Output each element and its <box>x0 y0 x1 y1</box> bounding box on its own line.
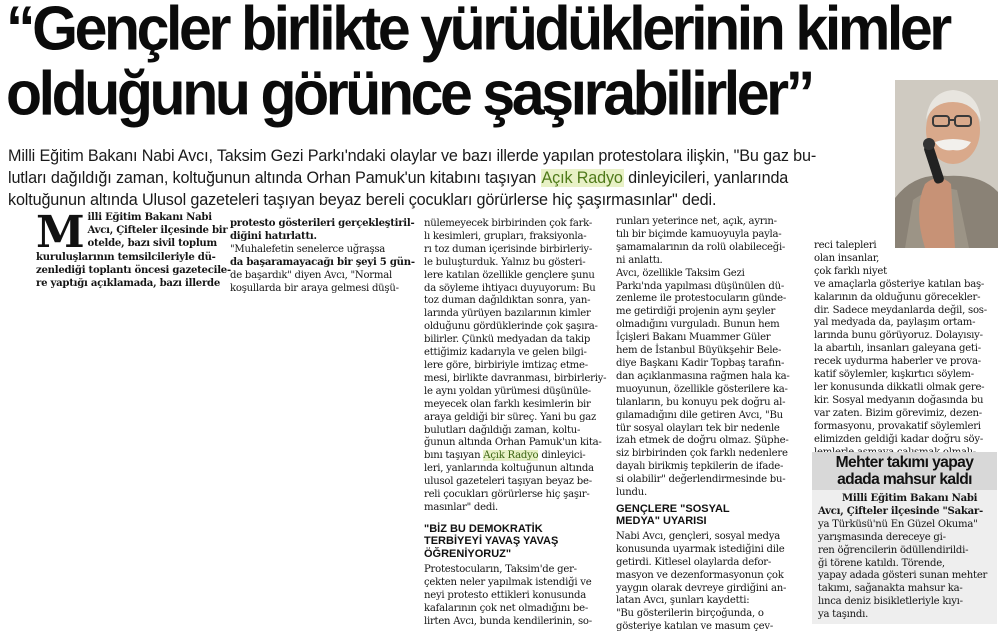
subheading-line: GENÇLERE "SOSYAL <box>616 502 730 515</box>
text-line: lı kesimleri, grupları, fraksiyonla- <box>424 230 587 242</box>
text-line: tılanların, bu konuyu pek doğru al- <box>616 396 786 408</box>
text-line: da başaramayacağı bir şeyi 5 gün- <box>230 256 415 268</box>
text-line: re yaptığı açıklamada, bazı illerde <box>36 277 221 289</box>
subheading-demokratik <box>424 523 608 561</box>
lead-text: Milli Eğitim Bakanı Nabi Avcı, Taksim Gezi Parkı'ndaki olaylar ve bazı illerde yapılan protestolara ilişkin, "Bu gaz bu- <box>8 147 817 165</box>
text-line: ler konusunda dikkatli olmak gere- <box>814 381 985 393</box>
article-column-2 <box>230 218 420 295</box>
text-line: dayalı birikmiş tepkilerin de ifade- <box>616 461 784 473</box>
lead-text: koltuğunun altında Ulusol gazeteleri taşıyan beyaz bereli çocukları görürlerse hiç şaşırmasınlar" dedi. <box>8 191 717 209</box>
text-line: larında bunu görüyoruz. Dolayısıy- <box>814 330 983 342</box>
article-column-4 <box>616 216 806 634</box>
text-line: elimizden geldiği kadar doğru söy- <box>814 433 983 445</box>
text-line: yal medyada da, paylaşım ortam- <box>814 317 976 329</box>
headline-line-2: olduğunu görünce şaşırabilirler” <box>6 58 812 129</box>
text-line: var zaten. Bizim görevimiz, dezen- <box>814 407 982 419</box>
text-line: rı toz duman içerisinde birbirleriy- <box>424 243 593 255</box>
subheading-sosyal-medya <box>616 503 806 528</box>
text-line: lere katılan özellikle gençlere şunu <box>424 269 595 281</box>
lead-line-1 <box>8 145 892 167</box>
lead-paragraph <box>8 145 892 211</box>
text-line: ği törene katıldı. Törende, <box>818 557 945 569</box>
text-line: olduğunu gördüklerinde çok şaşıra- <box>424 321 598 333</box>
portrait-illustration <box>895 80 998 248</box>
subheading-line: TERBİYEYİ YAVAŞ YAVAŞ <box>424 535 559 548</box>
lead-text: lutları dağıldığı zaman, koltuğunun altında Orhan Pamuk'un kitabını taşıyan <box>8 169 541 187</box>
article-column-3 <box>424 218 608 629</box>
text-line: le aynı yoldan yürümesi düşünüle- <box>424 385 591 397</box>
text-line: la abartılı, insanları galeyana geti- <box>814 343 981 355</box>
text-line: katif söylemler, kışkırtıcı söylem- <box>814 369 974 381</box>
text-line: Avcı, özellikle Taksim Gezi <box>616 267 745 279</box>
text-line: le buluşturduk. Yalnız bu gösteri- <box>424 256 586 268</box>
text-line-with-highlight <box>424 450 608 463</box>
text-line: protesto gösterileri gerçekleştiril- <box>230 218 415 229</box>
text-line: diye Başkanı Kadir Topbaş tarafın- <box>616 357 785 369</box>
text-line: yaygın olarak devreye girdiğini an- <box>616 582 787 594</box>
acik-radyo-highlight: Açık Radyo <box>541 169 623 187</box>
text-line: siz birbirinden çok farklı nedenlere <box>616 448 788 460</box>
text-line: tılı bir biçimde kamuoyuyla payla- <box>616 228 782 240</box>
text-line: Protestocuların, Taksim'de ger- <box>424 564 577 576</box>
article-column-5 <box>814 240 998 472</box>
intro-block <box>36 207 231 291</box>
text-line: diğini hatırlattı. <box>230 230 317 242</box>
text-line: dan açıklanmasına rağmen hala ka- <box>616 370 790 382</box>
text-line: larında yürüyen bazılarının kimler <box>424 308 591 320</box>
text-fragment: bını taşıyan <box>424 450 484 462</box>
text-fragment: dinleyici- <box>538 450 586 462</box>
text-line: kuruluşlarının temsilcileriyle dü- <box>36 252 216 263</box>
text-line: izah etmek de doğru olmaz. Şüphe- <box>616 435 789 447</box>
text-line: masyon ve dezenformasyonun çok <box>616 569 784 581</box>
text-line: ettiğimiz kadarıyla ve gelen bilgi- <box>424 347 587 359</box>
text-line: çok farklı niyet <box>814 265 887 277</box>
text-line: bulutları dağıldığı zaman, koltu- <box>424 424 581 436</box>
text-line: konusunda uyarmak istediğini dile <box>616 543 785 555</box>
text-line: ya taşındı. <box>818 609 869 621</box>
sidebar-title-line: adada mahsur kaldı <box>837 471 972 488</box>
text-line: da söyleme ihtiyacı duyuyorum: Bu <box>424 282 596 294</box>
text-line: otelde, bazı sivil toplum <box>87 237 217 249</box>
text-line: şamamalarının da rolü olabileceği- <box>616 241 786 253</box>
subheading-line: "BİZ BU DEMOKRATİK <box>424 522 543 535</box>
headline-line-1: “Gençler birlikte yürüdüklerinin kimler <box>6 0 949 64</box>
text-line: kir. Sosyal medyanın doğasında bu <box>814 394 984 406</box>
headline <box>6 0 996 129</box>
text-line: Avcı, Çifteler ilçesinde bir <box>87 224 228 236</box>
text-line: recek uydurma haberler ve prova- <box>814 356 981 368</box>
text-line: gılamadığını dile getiren Avcı, "Bu <box>616 409 783 421</box>
text-line: toz duman dağıldıktan sonra, yan- <box>424 295 591 307</box>
text-line: İçişleri Bakanı Muammer Güler <box>616 332 771 344</box>
acik-radyo-highlight: Açık Radyo <box>483 450 539 462</box>
text-line: ya Türküsü'nü En Güzel Okuma" <box>818 518 978 530</box>
text-line: getirdi. Kitlesel olaylarda defor- <box>616 556 772 568</box>
text-line: lere göre, birbiriyle imtizaç etme- <box>424 359 588 371</box>
text-line: mesi, birlikte davranması, birbirleriy- <box>424 372 607 384</box>
text-line: lundu. <box>616 487 647 499</box>
text-line: gösteriye katılan ve masum çev- <box>616 621 773 633</box>
text-line: olan insanlar, <box>814 252 880 264</box>
text-line: "Bu gösterilerin birçoğunda, o <box>616 608 764 620</box>
text-line: neyi protesto ettikleri konusunda <box>424 590 587 602</box>
portrait-photo <box>895 80 998 248</box>
sidebar-box-body <box>812 490 997 624</box>
text-line: zenleme ile protestocuların günde- <box>616 293 787 305</box>
lead-line-2 <box>8 167 892 189</box>
text-line: reli çocukları görürlerse hiç şaşır- <box>424 489 590 501</box>
intro-block-continued <box>230 218 420 244</box>
text-line: Nabi Avcı, gençleri, sosyal medya <box>616 530 780 542</box>
lead-text: dinleyicileri, yanlarında <box>623 169 789 187</box>
text-line: formasyonu, provakatif söylemleri <box>814 420 981 432</box>
text-line: ulusol gazeteleri taşıyan beyaz be- <box>424 476 592 488</box>
text-line: runları yeterince net, açık, ayrın- <box>616 216 777 227</box>
text-line: yarışmasında dereceye gi- <box>818 531 946 543</box>
text-line: araya geldiği bir süreç. Yani bu gaz <box>424 411 597 423</box>
text-line: takımı, sağanakta mahsur ka- <box>818 583 963 595</box>
subheading-line: MEDYA" UYARISI <box>616 515 707 528</box>
text-line: çekten neler yapılmak istendiği ve <box>424 577 592 589</box>
text-line: olmadığını vurguladı. Bunun hem <box>616 319 780 331</box>
sidebar-title-line: Mehter takımı yapay <box>835 454 974 471</box>
sidebar-box-title <box>812 452 997 490</box>
text-line: yapay adada gösteri sunan mehter <box>818 570 988 582</box>
text-line: muoyunun, özellikle gösterilere ka- <box>616 383 788 395</box>
text-line: Avcı, Çifteler ilçesinde "Sakar- <box>818 505 983 517</box>
text-line: ve amaçlarla gösteriye katılan baş- <box>814 278 985 290</box>
text-line: zenlediği toplantı öncesi gazetecile- <box>36 264 231 276</box>
text-line: lınca deniz bisikletleriyle kıyı- <box>818 596 963 608</box>
text-line: latan Avcı, şunları kaydetti: <box>616 595 750 607</box>
text-line: dir. Sadece meydanlarda değil, sos- <box>814 304 987 316</box>
text-line: lirten Avcı, bunda kendilerinin, so- <box>424 615 592 627</box>
text-line: koşullarda bir araya gelmesi düşü- <box>230 282 399 294</box>
text-line: tür sosyal olayları tek bir nedenle <box>616 422 780 434</box>
text-line: Milli Eğitim Bakanı Nabi <box>842 493 978 504</box>
text-line: hem de İstanbul Büyükşehir Bele- <box>616 345 782 357</box>
lead-line-3 <box>8 189 892 211</box>
text-line: de başardık" diyen Avcı, "Normal <box>230 269 392 281</box>
text-line: bilirler. Çünkü medyadan da takip <box>424 334 591 346</box>
drop-cap: M <box>36 207 85 258</box>
text-line: nülemeyecek birbirinden çok fark- <box>424 218 593 229</box>
text-line: ren öğrencilerin ödüllendirildi- <box>818 544 969 556</box>
text-line: ni anlattı. <box>616 254 663 266</box>
text-line: ğunun altında Orhan Pamuk'un kita- <box>424 437 602 449</box>
text-line: meyecek olan farklı kesimlerin bir <box>424 398 591 410</box>
text-line: me getirdiği projenin aynı şeyler <box>616 306 776 318</box>
subheading-line: ÖĞRENİYORUZ" <box>424 547 512 560</box>
text-line: Parkı'nda yapılması düşünülen dü- <box>616 280 785 292</box>
text-line: illi Eğitim Bakanı Nabi <box>87 212 212 223</box>
text-line: reci talepleri <box>814 240 877 251</box>
text-line: kafalarının çok net olmadığını be- <box>424 603 588 615</box>
text-line: leri, yanlarında koltuğunun altında <box>424 463 594 475</box>
text-line: si olabilir" değerlendirmesinde bu- <box>616 474 786 486</box>
text-line: masınlar" dedi. <box>424 501 499 513</box>
article-column-1 <box>36 207 231 291</box>
text-line: "Muhalefetin senelerce uğraşsa <box>230 243 386 255</box>
text-line: kalarının da olduğunu görecekler- <box>814 291 981 303</box>
